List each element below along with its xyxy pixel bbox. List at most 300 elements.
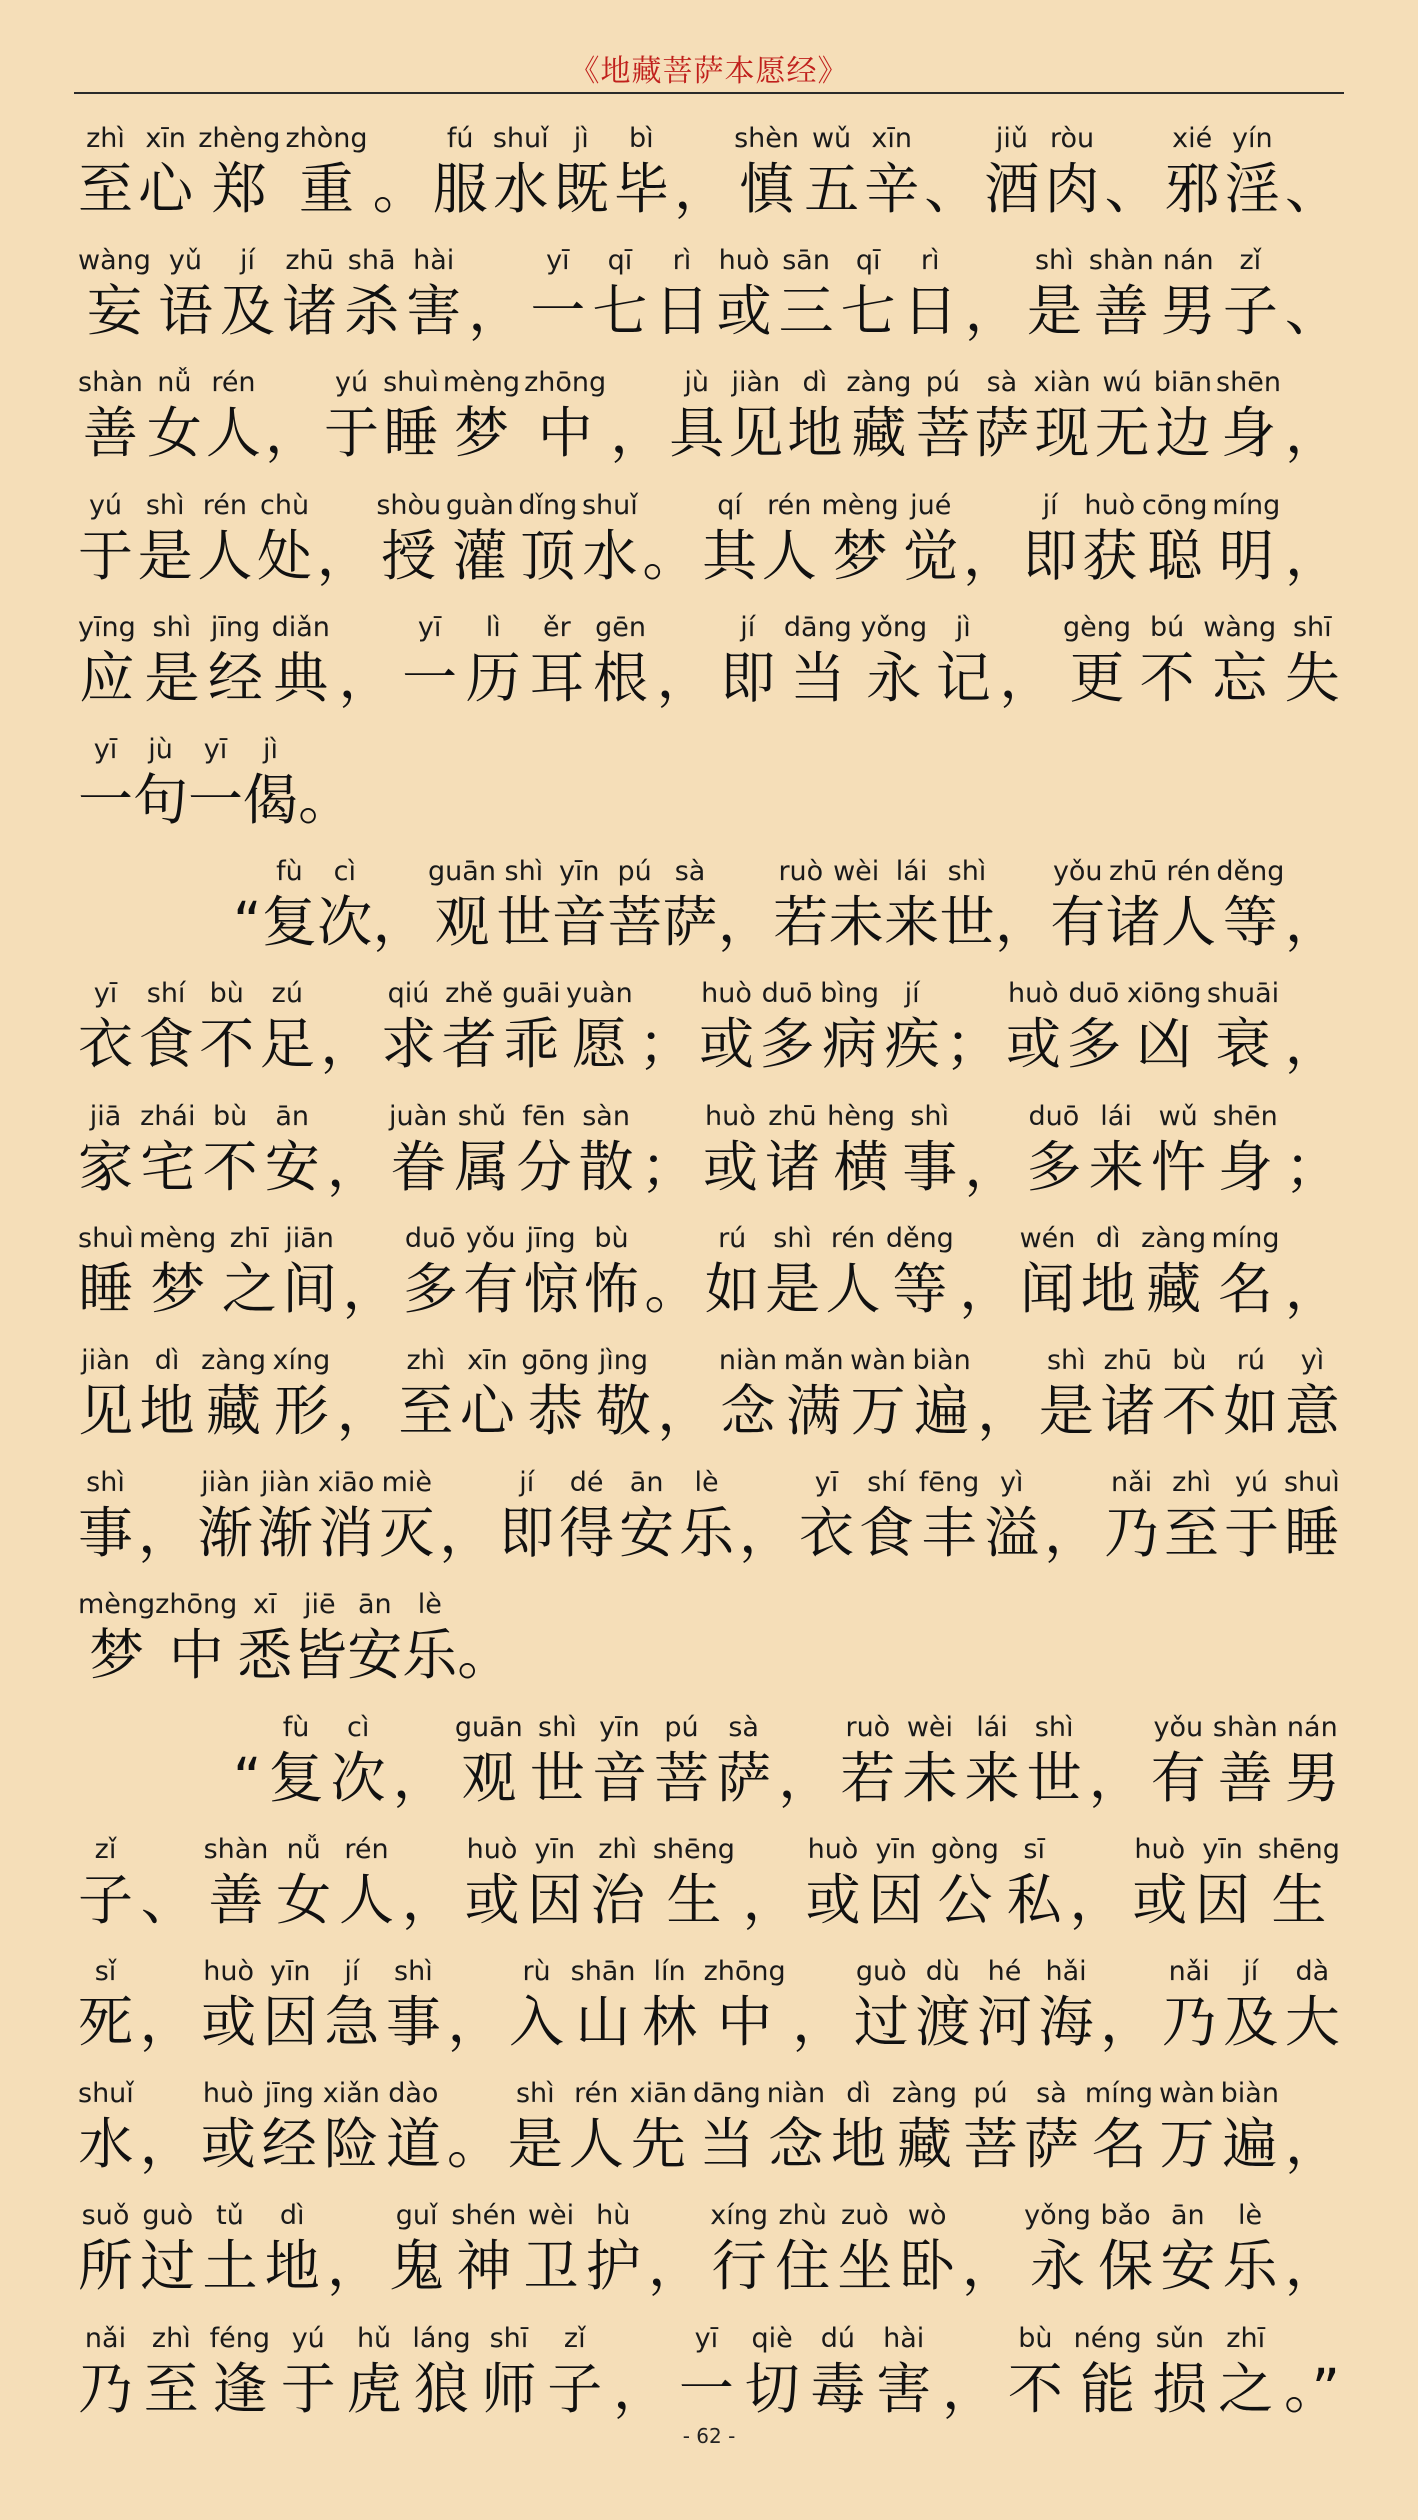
hanzi: 疾 xyxy=(884,1012,940,1077)
pinyin: bú xyxy=(1150,611,1185,643)
ruby-character xyxy=(201,2077,256,2177)
ruby-character xyxy=(78,1955,133,2055)
ruby-character xyxy=(198,1466,253,1566)
ruby-character xyxy=(1285,1344,1340,1444)
ruby-character xyxy=(78,122,133,222)
ruby-character xyxy=(454,1100,509,1200)
pinyin: jí xyxy=(344,1956,360,1987)
pinyin: sān xyxy=(782,245,830,277)
pinyin: zhōng xyxy=(524,367,607,399)
pinyin: rén xyxy=(202,489,247,521)
hanzi: 未 xyxy=(902,1745,958,1810)
hanzi: ， xyxy=(342,1256,398,1321)
pinyin: yǒu xyxy=(1153,1711,1204,1743)
hanzi: 多 xyxy=(402,1256,458,1321)
hanzi: 郑 xyxy=(211,157,267,221)
ruby-character xyxy=(1098,2199,1153,2299)
ruby-character xyxy=(703,1100,758,1200)
pinyin: dāng xyxy=(783,611,852,643)
hanzi: 或 xyxy=(716,279,772,344)
ruby-character xyxy=(762,489,817,589)
pinyin: xiān xyxy=(629,2078,687,2110)
hanzi: 及 xyxy=(220,279,276,344)
punctuation xyxy=(657,611,712,711)
pinyin: wàn xyxy=(850,1345,906,1376)
hanzi: 音 xyxy=(551,890,607,955)
pinyin: jí xyxy=(1042,489,1058,521)
hanzi: ， xyxy=(1100,1990,1156,2054)
pinyin: zhě xyxy=(445,978,494,1010)
hanzi: 害 xyxy=(876,2356,932,2421)
pinyin: nǚ xyxy=(286,1833,321,1865)
pinyin: huò xyxy=(466,1833,518,1865)
hanzi: 诸 xyxy=(1100,1379,1156,1443)
hanzi: 或 xyxy=(1132,1867,1188,1932)
hanzi: 师 xyxy=(481,2356,537,2421)
pinyin: dì xyxy=(154,1345,180,1376)
hanzi: 因 xyxy=(262,1990,318,2054)
hanzi: 公 xyxy=(937,1867,993,1932)
ruby-character xyxy=(502,977,560,1077)
text-line xyxy=(78,1811,1340,1933)
ruby-character xyxy=(442,977,497,1077)
ruby-character xyxy=(272,611,330,711)
hanzi: 或 xyxy=(1005,1012,1061,1077)
pinyin: yī xyxy=(93,734,118,765)
pinyin: rén xyxy=(1166,856,1211,888)
hanzi: 有 xyxy=(463,1256,519,1321)
pinyin: ān xyxy=(275,1100,310,1132)
pinyin: zàng xyxy=(846,367,912,399)
hanzi: 行 xyxy=(711,2234,767,2299)
hanzi: 或 xyxy=(805,1867,861,1932)
pinyin: shì xyxy=(910,1100,950,1132)
pinyin: jīng xyxy=(526,1222,576,1254)
hanzi: 聪 xyxy=(1147,523,1203,588)
ruby-character xyxy=(1223,1955,1278,2055)
hanzi: 乐 xyxy=(679,1501,735,1566)
ruby-character xyxy=(619,1466,674,1566)
hanzi: 顶 xyxy=(520,523,576,588)
ruby-character xyxy=(78,366,143,466)
ruby-character xyxy=(406,244,461,344)
ruby-character xyxy=(566,977,633,1077)
ruby-character xyxy=(977,1955,1032,2055)
punctuation xyxy=(638,977,693,1077)
hanzi: ， xyxy=(961,2234,1017,2299)
pinyin: nǎi xyxy=(84,2322,127,2354)
ruby-character xyxy=(1212,489,1280,589)
hanzi: 来 xyxy=(884,890,940,955)
hanzi: 得 xyxy=(559,1501,615,1566)
hanzi: 私 xyxy=(1006,1867,1062,1932)
hanzi: 惊 xyxy=(523,1256,579,1321)
hanzi: ， xyxy=(320,1012,376,1077)
punctuation xyxy=(1284,2322,1340,2422)
hanzi: ， xyxy=(338,645,394,710)
pinyin: mèng xyxy=(821,489,899,521)
text-line xyxy=(78,344,1340,466)
pinyin: jiē xyxy=(303,1589,336,1621)
ruby-character xyxy=(1033,366,1090,466)
hanzi: 因 xyxy=(1195,1867,1251,1932)
pinyin: yī xyxy=(546,245,570,277)
pinyin: huò xyxy=(203,1956,255,1987)
pinyin: sà xyxy=(728,1711,759,1743)
pinyin: huò xyxy=(1007,978,1059,1010)
ruby-character xyxy=(262,2077,317,2177)
pinyin: sà xyxy=(1036,2078,1067,2110)
hanzi: 耳 xyxy=(529,645,585,710)
pinyin: shí xyxy=(867,1467,906,1499)
text-line xyxy=(78,100,1340,222)
hanzi: ， xyxy=(1284,523,1340,588)
punctuation xyxy=(233,1711,262,1811)
ruby-character xyxy=(1127,977,1201,1077)
pinyin: guǐ xyxy=(395,2200,438,2232)
hanzi: ， xyxy=(610,401,666,466)
ruby-character xyxy=(642,1955,697,2055)
hanzi: ， xyxy=(326,1134,382,1199)
ruby-character xyxy=(900,2199,955,2299)
pinyin: lè xyxy=(694,1467,719,1499)
hanzi: ， xyxy=(778,1745,834,1810)
hanzi: ， xyxy=(468,279,524,344)
pinyin: jù xyxy=(148,734,173,765)
punctuation xyxy=(233,855,262,955)
hanzi: ， xyxy=(942,2356,998,2421)
hanzi: 善 xyxy=(208,1867,264,1932)
pinyin: gēn xyxy=(595,611,646,643)
punctuation xyxy=(739,1466,794,1566)
text-line xyxy=(78,2177,1340,2299)
hanzi: 肉 xyxy=(1044,157,1100,221)
hanzi: 怖 xyxy=(583,1256,639,1321)
pinyin: zhì xyxy=(406,1345,446,1376)
hanzi: 地 xyxy=(264,2234,320,2299)
pinyin: bì xyxy=(629,123,654,154)
ruby-character xyxy=(269,1711,324,1811)
ruby-character xyxy=(787,366,842,466)
ruby-character xyxy=(717,244,772,344)
ruby-character xyxy=(702,489,757,589)
pinyin: rén xyxy=(211,367,256,399)
ruby-character xyxy=(1045,122,1100,222)
pinyin: mèng xyxy=(139,1222,217,1254)
hanzi: 现 xyxy=(1034,401,1090,466)
hanzi: 灌 xyxy=(452,523,508,588)
ruby-character xyxy=(912,1344,970,1444)
hanzi: 道 xyxy=(385,2112,441,2177)
hanzi: 复 xyxy=(268,1745,324,1810)
hanzi: ， xyxy=(1088,1745,1144,1810)
ruby-character xyxy=(745,2322,800,2422)
pinyin: ruò xyxy=(778,856,824,888)
pinyin: bù xyxy=(1018,2322,1053,2354)
ruby-character xyxy=(1207,977,1279,1077)
hanzi: 凶 xyxy=(1136,1012,1192,1077)
pinyin: hù xyxy=(596,2200,631,2232)
text-line xyxy=(78,711,1340,833)
hanzi: ， xyxy=(742,1867,798,1932)
ruby-character xyxy=(884,855,939,955)
hanzi: 中 xyxy=(717,1990,773,2054)
pinyin: jì xyxy=(263,734,279,765)
ruby-character xyxy=(138,122,193,222)
hanzi: 应 xyxy=(79,645,135,710)
ruby-character xyxy=(222,1222,277,1322)
hanzi: 。 xyxy=(372,157,428,221)
hanzi: 切 xyxy=(744,2356,800,2421)
hanzi: 中 xyxy=(168,1623,224,1688)
hanzi: 慎 xyxy=(739,157,795,221)
ruby-character xyxy=(765,1100,820,1200)
ruby-character xyxy=(1161,244,1216,344)
hanzi: 是 xyxy=(1026,279,1082,344)
pinyin: ān xyxy=(629,1467,664,1499)
hanzi: 不 xyxy=(1139,645,1195,710)
pinyin: xíng xyxy=(710,2200,768,2232)
pinyin: huò xyxy=(1134,1833,1186,1865)
hanzi: 渡 xyxy=(915,1990,971,2054)
ruby-character xyxy=(460,1344,515,1444)
pinyin: rì xyxy=(672,245,692,277)
pinyin: wàng xyxy=(1203,611,1277,643)
hanzi: 生 xyxy=(666,1867,722,1932)
ruby-character xyxy=(78,1100,133,1200)
ruby-character xyxy=(339,1833,394,1933)
ruby-character xyxy=(1063,611,1131,711)
hanzi: 或 xyxy=(464,1867,520,1932)
ruby-character xyxy=(260,977,315,1077)
hanzi: ， xyxy=(1284,1256,1340,1321)
hanzi: 人 xyxy=(197,523,253,588)
ruby-character xyxy=(607,855,662,955)
hanzi: 家 xyxy=(78,1134,134,1199)
ruby-character xyxy=(1225,122,1280,222)
pinyin: biàn xyxy=(912,1345,971,1376)
pinyin: yuàn xyxy=(566,978,633,1010)
punctuation xyxy=(644,1222,699,1322)
ruby-character xyxy=(389,2199,444,2299)
hanzi: 安 xyxy=(347,1623,403,1688)
ruby-character xyxy=(78,244,151,344)
text-line xyxy=(78,1444,1340,1566)
punctuation xyxy=(339,611,394,711)
hanzi: 至 xyxy=(143,2356,199,2421)
ruby-character xyxy=(547,2322,602,2422)
pinyin: yǔ xyxy=(168,245,202,277)
hanzi: 人 xyxy=(761,523,817,588)
pinyin: nán xyxy=(1286,1711,1338,1743)
punctuation xyxy=(792,1955,847,2055)
pinyin: shì xyxy=(86,1467,125,1499)
ruby-character xyxy=(381,977,436,1077)
hanzi: 或 xyxy=(698,1012,754,1077)
ruby-character xyxy=(403,1222,458,1322)
ruby-character xyxy=(841,244,896,344)
pinyin: shén xyxy=(451,2200,517,2232)
pinyin: xié xyxy=(1172,123,1213,154)
ruby-character xyxy=(199,977,254,1077)
pinyin: dé xyxy=(569,1467,604,1499)
pinyin: gōng xyxy=(521,1345,590,1376)
ruby-character xyxy=(516,1100,571,1200)
pinyin: duō xyxy=(1028,1100,1080,1132)
pinyin: dù xyxy=(925,1956,961,1987)
hanzi: ； xyxy=(1284,1134,1340,1199)
ruby-character xyxy=(78,1833,133,1933)
hanzi: 间 xyxy=(282,1256,338,1321)
hanzi: 乐 xyxy=(402,1623,458,1688)
hanzi: 于 xyxy=(1224,1501,1280,1566)
pinyin: shòu xyxy=(376,489,442,521)
ruby-character xyxy=(282,244,337,344)
pinyin: huò xyxy=(718,245,770,277)
ruby-character xyxy=(1039,1344,1094,1444)
hanzi: 恭 xyxy=(527,1379,583,1443)
hanzi: 心 xyxy=(459,1379,515,1443)
ruby-character xyxy=(140,1344,195,1444)
ruby-character xyxy=(559,1466,614,1566)
hanzi: 酒 xyxy=(984,157,1040,221)
pinyin: dì xyxy=(279,2200,305,2232)
ruby-character xyxy=(1221,2077,1279,2177)
ruby-character xyxy=(1151,1711,1206,1811)
hanzi: 渐 xyxy=(197,1501,253,1566)
pinyin: bù xyxy=(1172,1345,1207,1376)
pinyin: féng xyxy=(209,2322,270,2354)
ruby-character xyxy=(1024,2077,1079,2177)
hanzi: 觉 xyxy=(903,523,959,588)
hanzi: 。 xyxy=(644,1256,700,1321)
ruby-character xyxy=(389,1100,447,1200)
ruby-character xyxy=(1162,1344,1217,1444)
hanzi: 、 xyxy=(1284,157,1340,221)
pinyin: jí xyxy=(519,1467,535,1499)
hanzi: 土 xyxy=(202,2234,258,2299)
pinyin: yú xyxy=(291,2322,325,2354)
punctuation xyxy=(402,1833,457,1933)
pinyin: shì xyxy=(394,1956,433,1987)
hanzi: 事 xyxy=(78,1501,134,1566)
ruby-character xyxy=(1132,1833,1187,1933)
pinyin: qí xyxy=(717,489,742,521)
hanzi: ， xyxy=(372,890,428,955)
ruby-character xyxy=(508,2077,563,2177)
pinyin: yú xyxy=(88,489,123,521)
pinyin: shuì xyxy=(383,367,439,399)
punctuation xyxy=(1285,855,1340,955)
hanzi: 次 xyxy=(317,890,373,955)
pinyin: yī xyxy=(814,1467,839,1499)
punctuation xyxy=(439,1466,494,1566)
ruby-character xyxy=(524,2199,579,2299)
ruby-character xyxy=(466,611,521,711)
ruby-character xyxy=(864,122,919,222)
hanzi: 睡 xyxy=(1284,1501,1340,1566)
ruby-character xyxy=(265,2199,320,2299)
hanzi: 诸 xyxy=(282,279,338,344)
punctuation xyxy=(1044,1466,1099,1566)
hanzi: 服 xyxy=(432,157,488,221)
pinyin: zhì xyxy=(151,2322,191,2354)
hanzi: 妄 xyxy=(86,279,142,344)
pinyin: bù xyxy=(594,1222,629,1254)
pinyin: pú xyxy=(664,1711,699,1743)
pinyin: jiǔ xyxy=(995,123,1028,154)
hanzi: 萨 xyxy=(974,401,1030,466)
ruby-character xyxy=(1027,244,1082,344)
pinyin: shēng xyxy=(652,1833,735,1865)
ruby-character xyxy=(1213,1711,1278,1811)
hanzi: 世 xyxy=(939,890,995,955)
hanzi: ， xyxy=(994,890,1050,955)
punctuation xyxy=(657,1344,712,1444)
hanzi: 、 xyxy=(140,1867,196,1932)
hanzi: 衣 xyxy=(798,1501,854,1566)
ruby-character xyxy=(398,1344,453,1444)
pinyin: zhù xyxy=(778,2200,827,2232)
pinyin: lè xyxy=(1238,2200,1263,2232)
ruby-character xyxy=(554,122,609,222)
pinyin: fēng xyxy=(918,1467,980,1499)
hanzi: 或 xyxy=(200,2112,256,2177)
pinyin: zàng xyxy=(201,1345,267,1376)
punctuation xyxy=(613,2322,668,2422)
hanzi: 意 xyxy=(1284,1379,1340,1443)
pinyin: yī xyxy=(203,734,228,765)
pinyin: lái xyxy=(976,1711,1008,1743)
pinyin: jí xyxy=(904,978,920,1010)
hanzi: 男 xyxy=(1284,1745,1340,1810)
ruby-character xyxy=(78,1344,133,1444)
hanzi: 。 xyxy=(446,2112,502,2177)
ruby-character xyxy=(810,2322,865,2422)
punctuation xyxy=(457,1588,512,1688)
ruby-character xyxy=(1162,1955,1217,2055)
hanzi: 藏 xyxy=(1146,1256,1202,1321)
text-line xyxy=(78,1200,1340,1322)
ruby-character xyxy=(902,1100,957,1200)
ruby-character xyxy=(767,2077,825,2177)
ruby-character xyxy=(527,1833,582,1933)
pinyin: guāi xyxy=(502,978,561,1010)
ruby-character xyxy=(779,244,834,344)
hanzi: 至 xyxy=(398,1379,454,1443)
pinyin: zhī xyxy=(229,1222,269,1254)
pinyin: hé xyxy=(987,1956,1022,1987)
pinyin: láng xyxy=(412,2322,471,2354)
ruby-character xyxy=(827,1100,895,1200)
hanzi: 能 xyxy=(1080,2356,1136,2421)
text-line xyxy=(78,1933,1340,2055)
hanzi: 偈 xyxy=(243,768,299,832)
punctuation xyxy=(1285,489,1340,589)
ruby-character xyxy=(773,855,828,955)
pinyin: hèng xyxy=(827,1100,896,1132)
ruby-character xyxy=(669,366,724,466)
pinyin: zhū xyxy=(768,1100,817,1132)
ruby-character xyxy=(496,855,551,955)
hanzi: 子 xyxy=(547,2356,603,2421)
hanzi: 诸 xyxy=(1105,890,1161,955)
ruby-character xyxy=(799,1466,854,1566)
ruby-character xyxy=(1223,2199,1278,2299)
ruby-character xyxy=(1066,977,1121,1077)
hanzi: ， xyxy=(139,1990,195,2054)
ruby-character xyxy=(831,2077,886,2177)
